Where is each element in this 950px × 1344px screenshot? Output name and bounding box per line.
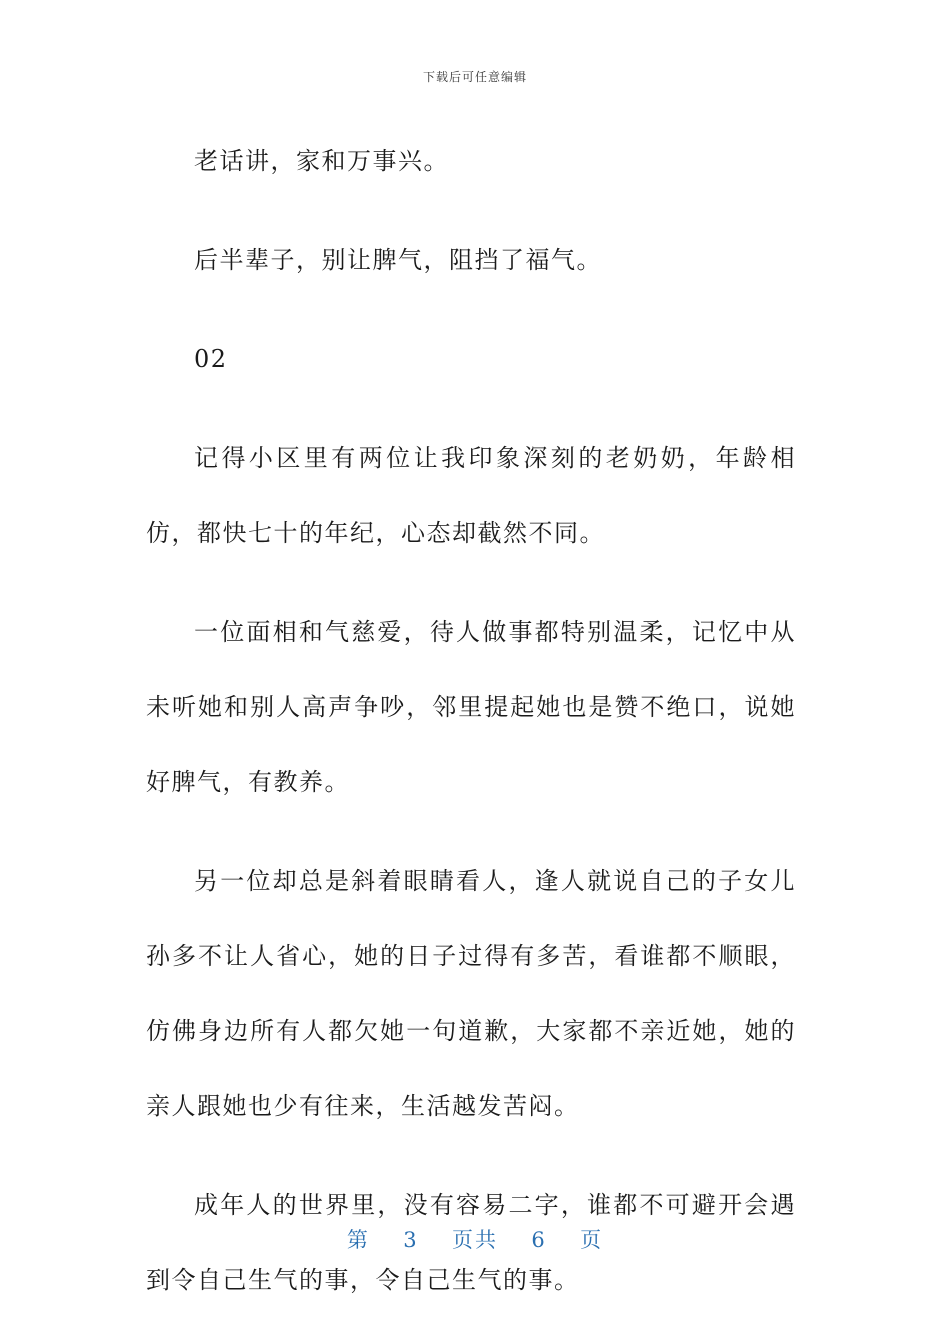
paragraph: 后半辈子，别让脾气，阻挡了福气。 xyxy=(194,246,602,274)
paragraph: 记得小区里有两位让我印象深刻的老奶奶，年龄相仿，都快七十的年纪，心态却截然不同。 xyxy=(146,444,796,547)
paragraph: 成年人的世界里，没有容易二字，谁都不可避开会遇到令自己生气的事，令自己生气的事。 xyxy=(146,1191,796,1294)
total-pages-number: 6 xyxy=(531,1228,547,1252)
document-body xyxy=(146,124,796,1318)
current-page-number: 3 xyxy=(403,1228,419,1252)
paragraph: 一位面相和气慈爱，待人做事都特别温柔，记忆中从未听她和别人高声争吵，邻里提起她也是赞不绝口，说她好脾气，有教养。 xyxy=(146,618,796,796)
page-label-prefix: 第 xyxy=(346,1228,370,1252)
page-label-suffix: 页 xyxy=(580,1228,604,1252)
paragraph: 另一位却总是斜着眼睛看人，逢人就说自己的子女儿孙多不让人省心，她的日子过得有多苦，看谁都不顺眼，仿佛身边所有人都欠她一句道歉，大家都不亲近她，她的亲人跟她也少有往来，生活越发苦闷。 xyxy=(146,867,796,1120)
section-number: 02 xyxy=(194,345,228,373)
page-label-mid: 页共 xyxy=(452,1228,498,1252)
page-header-note: 下载后可任意编辑 xyxy=(422,70,527,84)
paragraph: 老话讲，家和万事兴。 xyxy=(194,147,449,175)
page-footer xyxy=(0,1224,950,1254)
